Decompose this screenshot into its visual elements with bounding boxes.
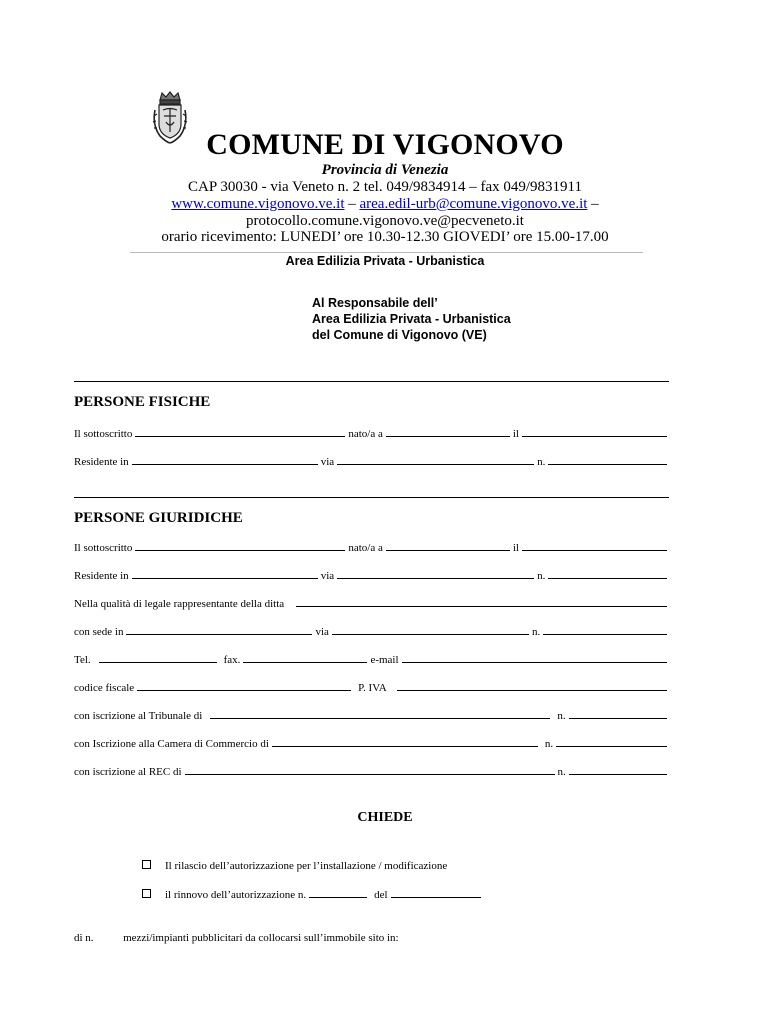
option-release <box>142 860 447 872</box>
municipality-name: COMUNE DI VIGONOVO <box>206 128 564 161</box>
field-label: con iscrizione al Tribunale di <box>74 710 203 722</box>
final-count-label: di n. <box>74 932 94 944</box>
company-seat-field[interactable] <box>126 625 312 635</box>
recipient-line-2: Area Edilizia Privata - Urbanistica <box>312 312 511 326</box>
tribunal-field[interactable] <box>210 709 550 719</box>
recipient-line-3: del Comune di Vigonovo (VE) <box>312 328 487 342</box>
option-renewal <box>142 888 484 901</box>
field-label: Il sottoscritto <box>74 542 133 554</box>
checkbox-renewal[interactable] <box>142 889 151 898</box>
section-divider <box>74 497 669 498</box>
section-heading-persone-giuridiche: PERSONE GIURIDICHE <box>74 510 243 526</box>
pg-row-sottoscritto <box>74 541 670 554</box>
section-heading-persone-fisiche: PERSONE FISICHE <box>74 394 211 410</box>
pg-row-contatti <box>74 653 670 666</box>
field-label: con sede in <box>74 626 124 638</box>
company-street-field[interactable] <box>332 625 529 635</box>
option-renewal-date-label: del <box>374 889 388 901</box>
field-label: Il sottoscritto <box>74 428 133 440</box>
pg-number-field[interactable] <box>548 569 667 579</box>
rec-number-field[interactable] <box>569 765 667 775</box>
pg-residence-field[interactable] <box>132 569 318 579</box>
pf-row-sottoscritto <box>74 427 670 440</box>
field-label: n. <box>537 456 546 468</box>
separator-dash: – <box>591 196 599 212</box>
renewal-date-field[interactable] <box>391 888 481 898</box>
pg-row-qualita <box>74 597 670 610</box>
field-label: e-mail <box>370 654 399 666</box>
pec-address: protocollo.comune.vigonovo.ve@pecveneto.it <box>246 213 524 229</box>
pg-birthdate-field[interactable] <box>522 541 667 551</box>
company-number-field[interactable] <box>543 625 667 635</box>
final-line <box>74 932 399 944</box>
field-label: via <box>320 456 335 468</box>
field-label: nato/a a <box>348 542 383 554</box>
field-label: n. <box>557 766 566 778</box>
field-label: P. IVA <box>358 682 387 694</box>
phone-field[interactable] <box>99 653 217 663</box>
field-label: codice fiscale <box>74 682 135 694</box>
chamber-field[interactable] <box>272 737 538 747</box>
field-label: n. <box>537 570 546 582</box>
pg-birthplace-field[interactable] <box>386 541 510 551</box>
pg-row-fiscale <box>74 681 670 694</box>
pf-row-residenza <box>74 455 670 468</box>
pf-street-field[interactable] <box>337 455 534 465</box>
header-divider <box>130 252 643 253</box>
renewal-number-field[interactable] <box>309 888 367 898</box>
field-label: con iscrizione al REC di <box>74 766 182 778</box>
field-label: il <box>512 542 519 554</box>
pg-row-residenza <box>74 569 670 582</box>
section-divider <box>74 381 669 382</box>
pg-row-rec <box>74 765 670 778</box>
pg-row-sede <box>74 625 670 638</box>
pf-number-field[interactable] <box>548 455 667 465</box>
pf-name-field[interactable] <box>135 427 345 437</box>
separator-dash: – <box>348 196 356 212</box>
option-renewal-label: il rinnovo dell’autorizzazione n. <box>165 889 307 901</box>
field-label: via <box>320 570 335 582</box>
contact-address: CAP 30030 - via Veneto n. 2 tel. 049/9834914 – fax 049/9831911 <box>188 179 582 195</box>
field-label: Nella qualità di legale rappresentante della ditta <box>74 598 285 610</box>
field-label: n. <box>544 738 554 750</box>
pf-residence-field[interactable] <box>132 455 318 465</box>
rec-field[interactable] <box>185 765 555 775</box>
request-heading: CHIEDE <box>357 810 413 825</box>
company-name-field[interactable] <box>296 597 667 607</box>
vat-number-field[interactable] <box>397 681 667 691</box>
pf-birthdate-field[interactable] <box>522 427 667 437</box>
field-label: nato/a a <box>348 428 383 440</box>
fax-field[interactable] <box>243 653 367 663</box>
recipient-line-1: Al Responsabile dell’ <box>312 296 438 310</box>
department-name: Area Edilizia Privata - Urbanistica <box>285 254 485 268</box>
pg-row-tribunale <box>74 709 670 722</box>
field-label: con Iscrizione alla Camera di Commercio di <box>74 738 269 750</box>
field-label: via <box>315 626 329 638</box>
tribunal-number-field[interactable] <box>569 709 667 719</box>
pg-name-field[interactable] <box>135 541 345 551</box>
contact-links <box>0 196 770 213</box>
checkbox-release[interactable] <box>142 860 151 869</box>
field-label: il <box>512 428 519 440</box>
email-field[interactable] <box>402 653 667 663</box>
field-label: n. <box>557 710 566 722</box>
field-label: n. <box>531 626 541 638</box>
field-label: Tel. <box>74 654 91 666</box>
final-description: mezzi/impianti pubblicitari da collocarsi sull’immobile sito in: <box>123 932 399 944</box>
pg-street-field[interactable] <box>337 569 534 579</box>
field-label: Residente in <box>74 456 129 468</box>
option-release-label: Il rilascio dell’autorizzazione per l’installazione / modificazione <box>165 860 448 872</box>
tax-code-field[interactable] <box>137 681 351 691</box>
field-label: Residente in <box>74 570 129 582</box>
office-hours: orario ricevimento: LUNEDI’ ore 10.30-12.30 GIOVEDI’ ore 15.00-17.00 <box>161 229 609 245</box>
email-link[interactable]: area.edil-urb@comune.vigonovo.ve.it <box>359 196 588 212</box>
website-link[interactable]: www.comune.vigonovo.ve.it <box>171 196 345 212</box>
pg-row-camera <box>74 737 670 750</box>
pf-birthplace-field[interactable] <box>386 427 510 437</box>
chamber-number-field[interactable] <box>556 737 667 747</box>
province-name: Provincia di Venezia <box>321 162 449 178</box>
field-label: fax. <box>223 654 241 666</box>
